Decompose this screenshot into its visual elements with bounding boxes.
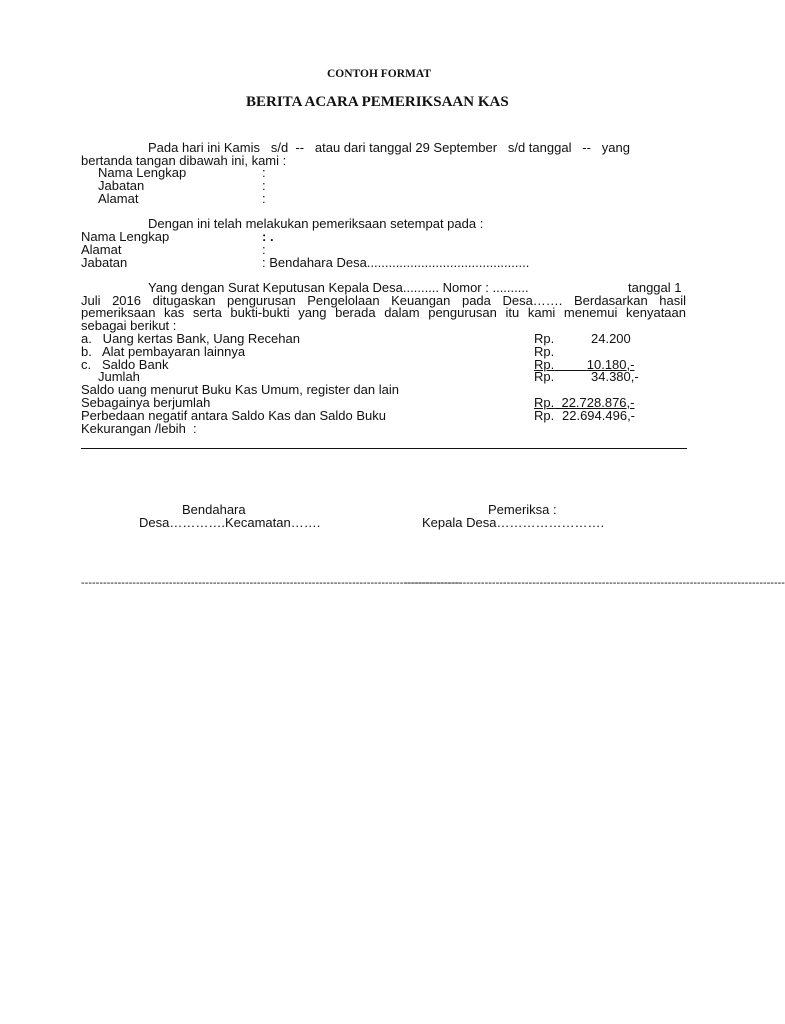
ledger-shortage-label: Kekurangan /lebih : — [81, 421, 197, 436]
ledger-item-a-currency: Rp. — [534, 331, 555, 346]
ledger-saldo-label-2: Sebagainya berjumlah — [81, 395, 211, 410]
field-label-nama: Nama Lengkap — [98, 165, 187, 180]
ledger-item-c-label: c. Saldo Bank — [81, 357, 169, 372]
ledger-saldo-amount: 22.728.876,- — [561, 395, 635, 410]
field-sep-alamat: : — [262, 191, 266, 206]
inspection-line: Dengan ini telah melakukan pemeriksaan setempat pada : — [148, 216, 484, 231]
inspect-label-jabatan: Jabatan — [81, 255, 128, 270]
decree-line-2: Juli 2016 ditugaskan pengurusan Pengelolaan Keuangan pada Desa……. Berdasarkan hasil — [81, 293, 686, 308]
decree-line-4: sebagai berikut : — [81, 318, 177, 333]
intro-line-2: bertanda tangan dibawah ini, kami : — [81, 153, 287, 168]
page-title: BERITA ACARA PEMERIKSAAN KAS — [246, 94, 509, 110]
ledger-item-a-amount: 24.200 — [591, 331, 631, 346]
signature-left-sub: Desa………….Kecamatan……. — [139, 515, 321, 530]
signature-right-sub: Kepala Desa……………………. — [422, 515, 605, 530]
field-sep-nama: : — [262, 165, 266, 180]
decree-line-1b: tanggal 1 — [628, 280, 682, 295]
ledger-saldo-label-1: Saldo uang menurut Buku Kas Umum, register dan lain — [81, 382, 399, 397]
field-label-jabatan: Jabatan — [98, 178, 145, 193]
signature-right-title: Pemeriksa : — [488, 502, 557, 517]
horizontal-rule — [81, 448, 687, 449]
ledger-item-b-currency: Rp. — [534, 344, 555, 359]
ledger-item-b-label: b. Alat pembayaran lainnya — [81, 344, 246, 359]
ledger-total-currency: Rp. — [534, 369, 555, 384]
signature-line-right: -------------------------------------------------------------------------------------------------------- — [404, 577, 785, 589]
header-label: CONTOH FORMAT — [327, 68, 432, 80]
signature-left-title: Bendahara — [182, 502, 246, 517]
ledger-item-a-label: a. Uang kertas Bank, Uang Recehan — [81, 331, 300, 346]
field-label-alamat: Alamat — [98, 191, 139, 206]
ledger-diff-currency: Rp. — [534, 408, 555, 423]
inspect-label-alamat: Alamat — [81, 242, 122, 257]
inspect-label-nama: Nama Lengkap — [81, 229, 170, 244]
intro-line-1: Pada hari ini Kamis s/d -- atau dari tanggal 29 September s/d tanggal -- yang — [148, 140, 630, 155]
decree-line-3: pemeriksaan kas serta bukti-bukti yang berada dalam pengurusan itu kami menemui kenyataan — [81, 305, 686, 320]
decree-line-1a: Yang dengan Surat Keputusan Kepala Desa.......... Nomor : .......... — [148, 280, 529, 295]
inspect-value-nama: : . — [262, 229, 274, 244]
ledger-item-c-amount: 10.180,- — [586, 357, 635, 372]
ledger-saldo-currency: Rp. — [534, 395, 555, 410]
inspect-value-alamat: : — [262, 242, 266, 257]
field-sep-jabatan: : — [262, 178, 266, 193]
ledger-total-amount: 34.380,- — [591, 369, 639, 384]
ledger-total-label: Jumlah — [98, 369, 140, 384]
ledger-diff-label: Perbedaan negatif antara Saldo Kas dan Saldo Buku — [81, 408, 387, 423]
ledger-diff-amount: 22.694.496,- — [562, 408, 636, 423]
inspect-value-jabatan: : Bendahara Desa............................................. — [262, 255, 530, 270]
signature-line-left: -------------------------------------------------------------------------------------------------------- — [81, 577, 462, 589]
ledger-item-c-currency-text: Rp. — [534, 357, 555, 372]
